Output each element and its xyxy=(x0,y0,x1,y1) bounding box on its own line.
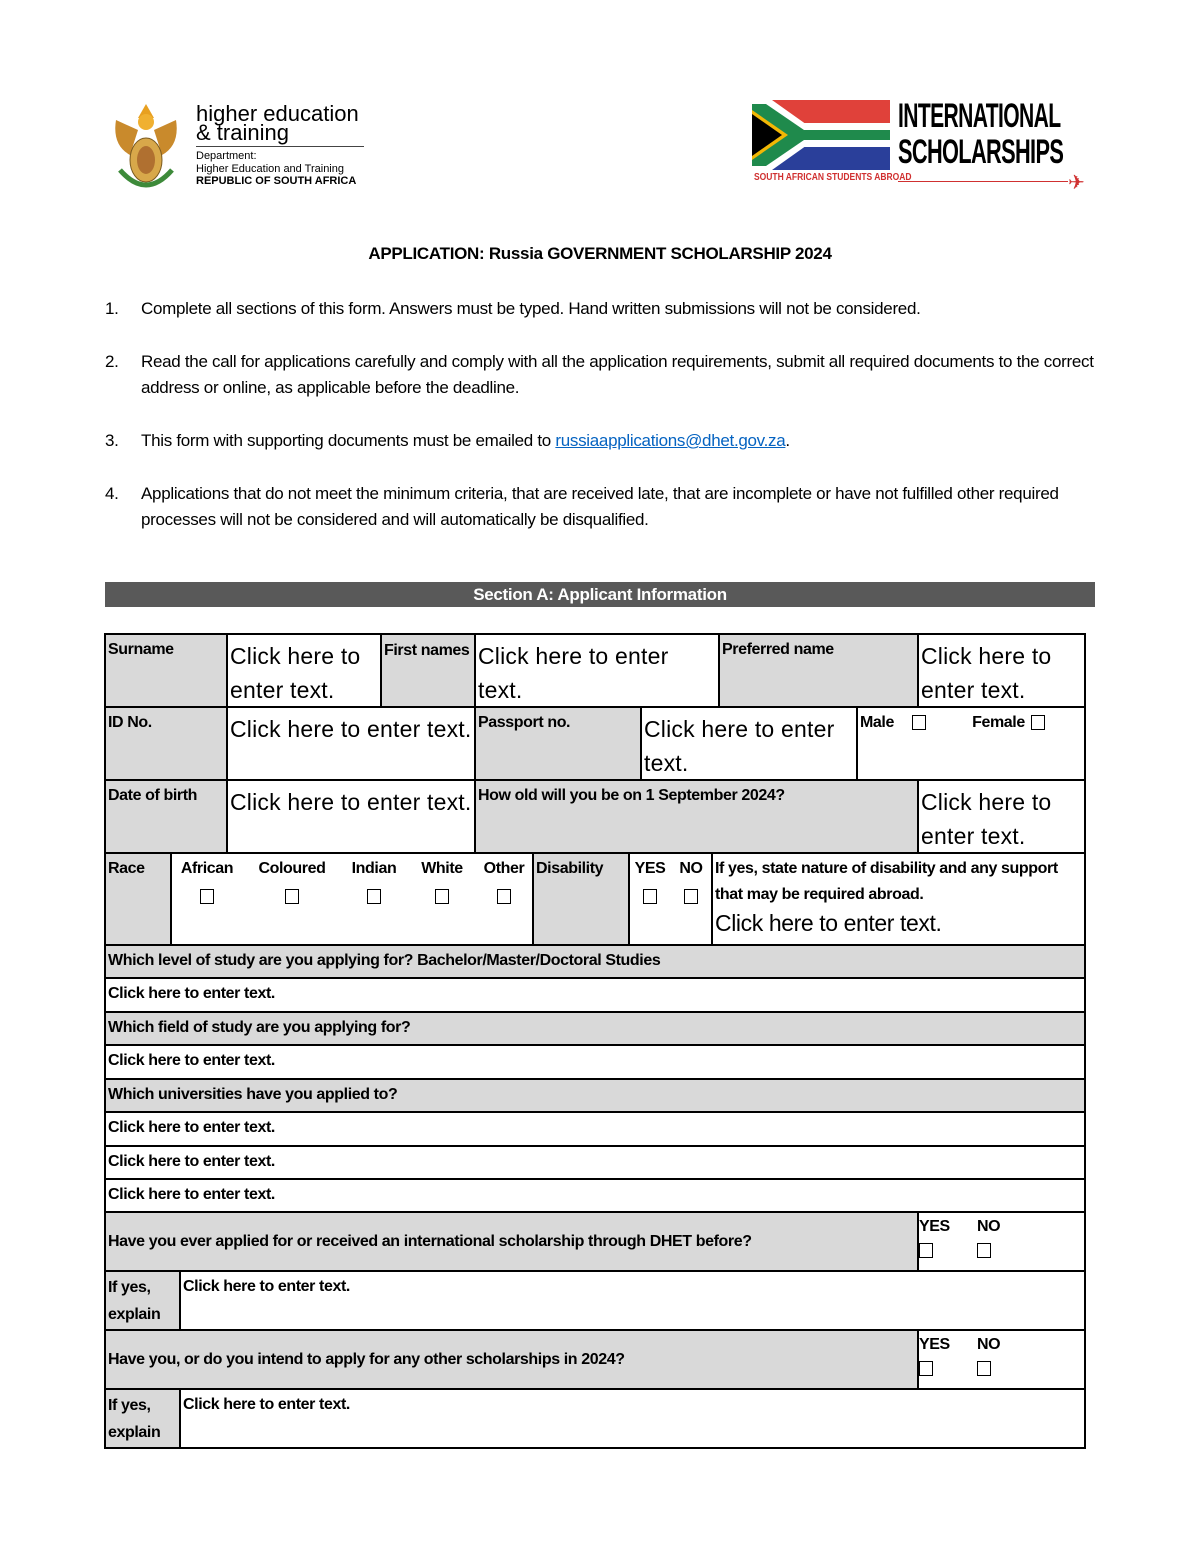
previous-scholarship-yes-no xyxy=(917,1211,1086,1272)
previous-yes-checkbox[interactable] xyxy=(919,1243,933,1258)
level-input[interactable]: Click here to enter text. xyxy=(104,977,1086,1013)
no-label: NO xyxy=(977,1218,1001,1235)
male-checkbox[interactable] xyxy=(912,715,926,730)
race-option-indian[interactable] xyxy=(342,856,406,908)
surname-input[interactable]: Click here to enter text. xyxy=(226,633,382,708)
previous-explain-input[interactable]: Click here to enter text. xyxy=(179,1270,1086,1331)
other-yes-checkbox[interactable] xyxy=(919,1361,933,1376)
section-a-header: Section A: Applicant Information xyxy=(105,582,1095,607)
university-input-1[interactable]: Click here to enter text. xyxy=(104,1111,1086,1147)
no-label: NO xyxy=(679,860,703,877)
checkbox[interactable] xyxy=(285,889,299,904)
age-question-label: How old will you be on 1 September 2024? xyxy=(474,779,919,854)
previous-scholarship-question: Have you ever applied for or received an international scholarship through DHET before? xyxy=(104,1211,919,1272)
race-option-coloured[interactable] xyxy=(250,856,334,908)
university-input-2[interactable]: Click here to enter text. xyxy=(104,1145,1086,1180)
race-option-other[interactable] xyxy=(476,856,532,908)
disability-label: Disability xyxy=(532,852,630,946)
preferred-name-input[interactable]: Click here to enter text. xyxy=(917,633,1086,708)
international-scholarships-logo xyxy=(752,98,1092,194)
race-option-african[interactable] xyxy=(174,856,240,908)
age-input[interactable]: Click here to enter text. xyxy=(917,779,1086,854)
race-option-white[interactable] xyxy=(412,856,472,908)
disability-input[interactable]: Click here to enter text. xyxy=(715,910,942,936)
page-title: APPLICATION: Russia GOVERNMENT SCHOLARSHIP 2024 xyxy=(368,244,832,263)
female-checkbox[interactable] xyxy=(1031,715,1045,730)
male-label: Male xyxy=(860,714,894,731)
yes-label: YES xyxy=(634,860,666,877)
email-link[interactable]: russiaapplications@dhet.gov.za xyxy=(555,431,786,450)
other-no-checkbox[interactable] xyxy=(977,1361,991,1376)
previous-no-checkbox[interactable] xyxy=(977,1243,991,1258)
instruction-1: 1. Complete all sections of this form. Answers must be typed. Hand written submissions will not be considered. xyxy=(105,299,921,318)
field-input[interactable]: Click here to enter text. xyxy=(104,1044,1086,1080)
instruction-2: 2. Read the call for applications carefully and comply with all the application requirements, submit all required documents to the correct address or online, as applicable before the deadline. xyxy=(105,352,1094,397)
surname-label: Surname xyxy=(104,633,228,708)
passport-input[interactable]: Click here to enter text. xyxy=(640,706,858,781)
dhet-logo xyxy=(110,100,370,196)
universities-question: Which universities have you applied to? xyxy=(104,1078,1086,1113)
race-option-label: African xyxy=(180,860,234,877)
race-option-label: Coloured xyxy=(258,860,326,877)
logo-text: higher education xyxy=(196,101,359,126)
instruction-4: 4. Applications that do not meet the minimum criteria, that are received late, that are incomplete or have not fulfilled other required processes will not be considered and will automatically be disqualified. xyxy=(105,484,1059,529)
race-options xyxy=(170,852,534,946)
race-option-label: Indian xyxy=(351,860,397,877)
explain-label: If yes, explain xyxy=(104,1388,181,1449)
first-names-label: First names xyxy=(380,633,476,708)
airplane-icon: ✈ xyxy=(1068,172,1085,194)
race-option-label: Other xyxy=(483,860,525,877)
preferred-name-label: Preferred name xyxy=(718,633,919,708)
yes-label: YES xyxy=(919,1336,950,1353)
disability-note: If yes, state nature of disability and any support that may be required abroad. xyxy=(715,860,1058,903)
logo-text: SOUTH AFRICAN STUDENTS ABROAD xyxy=(754,172,912,183)
level-question: Which level of study are you applying for? Bachelor/Master/Doctoral Studies xyxy=(104,944,1086,979)
checkbox[interactable] xyxy=(435,889,449,904)
race-label: Race xyxy=(104,852,172,946)
disability-yes-checkbox[interactable] xyxy=(643,889,657,904)
checkbox[interactable] xyxy=(367,889,381,904)
other-scholarships-question: Have you, or do you intend to apply for any other scholarships in 2024? xyxy=(104,1329,919,1390)
other-scholarships-yes-no xyxy=(917,1329,1086,1390)
race-option-label: White xyxy=(421,860,463,877)
logo-text: SCHOLARSHIPS xyxy=(898,133,1064,171)
id-no-input[interactable]: Click here to enter text. xyxy=(226,706,476,781)
other-explain-input[interactable]: Click here to enter text. xyxy=(179,1388,1086,1449)
female-label: Female xyxy=(972,714,1025,731)
dob-label: Date of birth xyxy=(104,779,228,854)
id-no-label: ID No. xyxy=(104,706,228,781)
logo-text: REPUBLIC OF SOUTH AFRICA xyxy=(196,175,357,187)
logo-text: & training xyxy=(196,120,289,145)
yes-label: YES xyxy=(919,1218,950,1235)
checkbox[interactable] xyxy=(200,889,214,904)
checkbox[interactable] xyxy=(497,889,511,904)
disability-details-cell xyxy=(711,852,1086,946)
logo-text: Department: xyxy=(196,150,257,162)
logo-text: Higher Education and Training xyxy=(196,163,344,175)
instruction-3: 3. This form with supporting documents must be emailed to russiaapplications@dhet.gov.za. xyxy=(105,431,790,450)
university-input-3[interactable]: Click here to enter text. xyxy=(104,1178,1086,1213)
disability-yes-no xyxy=(628,852,713,946)
gender-cell xyxy=(856,706,1086,781)
logo-text: INTERNATIONAL xyxy=(898,97,1061,135)
dob-input[interactable]: Click here to enter text. xyxy=(226,779,476,854)
explain-label: If yes, explain xyxy=(104,1270,181,1331)
coat-of-arms-icon xyxy=(110,100,182,196)
passport-label: Passport no. xyxy=(474,706,642,781)
field-question: Which field of study are you applying for? xyxy=(104,1011,1086,1046)
first-names-input[interactable]: Click here to enter text. xyxy=(474,633,720,708)
disability-no-checkbox[interactable] xyxy=(684,889,698,904)
south-africa-flag-icon xyxy=(752,100,890,170)
no-label: NO xyxy=(977,1336,1001,1353)
